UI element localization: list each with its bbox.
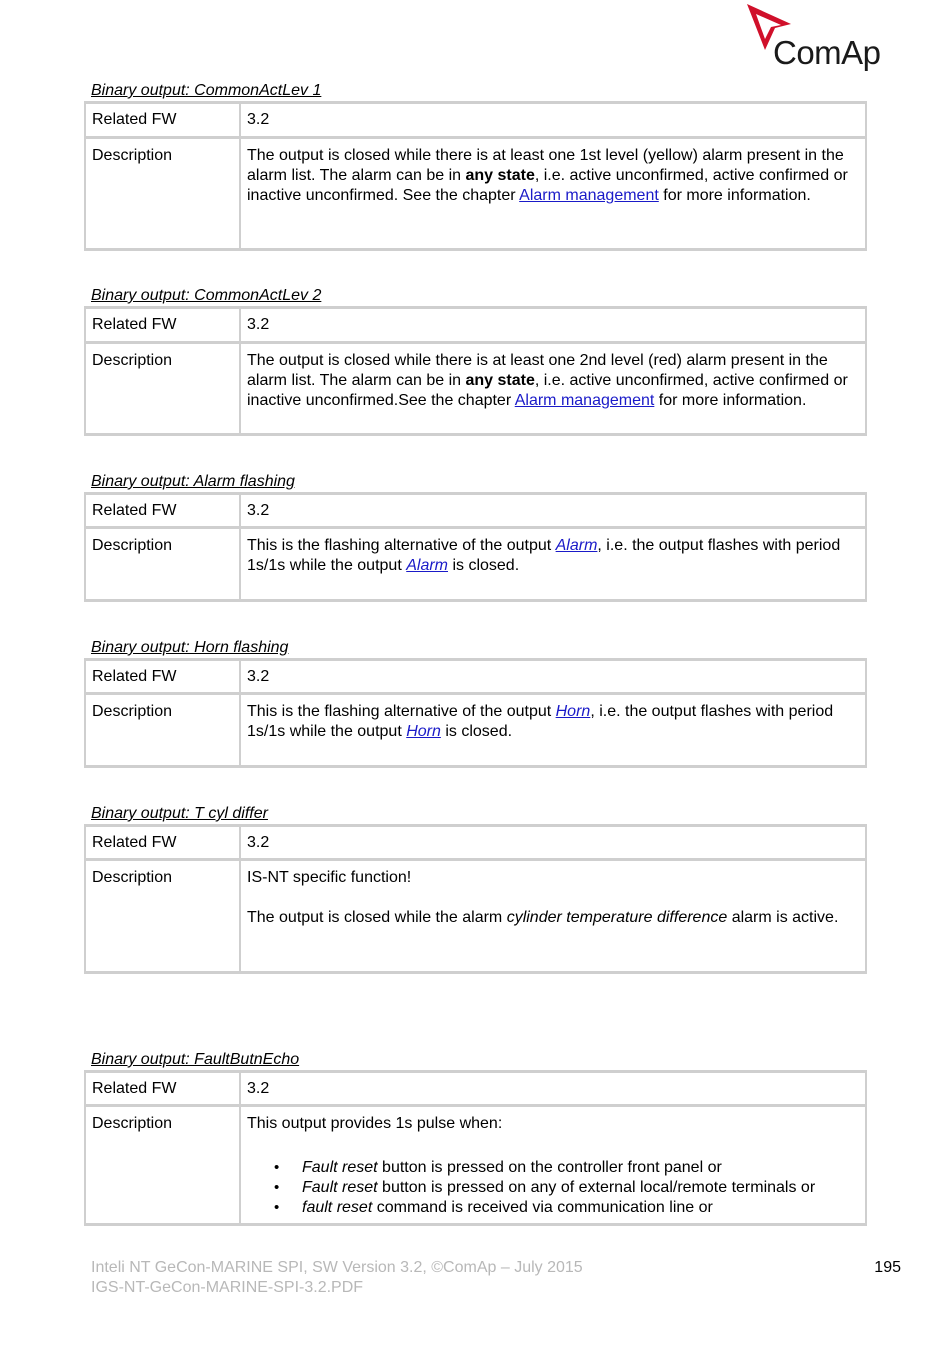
alarm-management-link[interactable]: Alarm management — [514, 392, 655, 409]
description-paragraph: IS-NT specific function! — [247, 869, 412, 886]
page-footer — [91, 1258, 583, 1298]
page-number: 195 — [874, 1259, 901, 1276]
description-label: Description — [84, 859, 241, 972]
section-title: Binary output: Alarm flashing — [91, 473, 295, 490]
section-title: Binary output: FaultButnEcho — [91, 1051, 300, 1068]
horn-output-link[interactable]: Horn — [555, 703, 591, 720]
spec-table — [84, 101, 867, 251]
related-fw-value: 3.2 — [241, 1072, 867, 1105]
description-paragraph: This output provides 1s pulse when: — [247, 1115, 503, 1132]
related-fw-label: Related FW — [84, 494, 241, 527]
description-text: The output is closed while there is at least one 1st level (yellow) alarm present in the alarm list. The alarm can be in any state, i.e. active unconfirmed, active confirmed or inactive unconfirmed. See the chapter Alarm management for more information. — [241, 137, 867, 249]
alarm-output-link[interactable]: Alarm — [406, 557, 448, 574]
related-fw-value: 3.2 — [241, 826, 867, 859]
list-item: • fault reset command is received via communication line or — [302, 1198, 859, 1218]
spec-table — [84, 306, 867, 436]
related-fw-value: 3.2 — [241, 494, 867, 527]
alarm-management-link[interactable]: Alarm management — [519, 187, 659, 204]
related-fw-label: Related FW — [84, 660, 241, 693]
description-label: Description — [84, 527, 241, 600]
comap-logo — [745, 2, 885, 72]
related-fw-value: 3.2 — [241, 308, 867, 342]
description-paragraph: The output is closed while the alarm cylinder temperature difference alarm is active. — [247, 909, 839, 926]
footer-line-doc-title: Inteli NT GeCon-MARINE SPI, SW Version 3.2, ©ComAp – July 2015 — [91, 1259, 583, 1276]
description-label: Description — [84, 342, 241, 434]
related-fw-label: Related FW — [84, 308, 241, 342]
description-text — [241, 859, 867, 972]
comap-logo-text: ComAp — [773, 34, 881, 71]
horn-output-link[interactable]: Horn — [406, 723, 441, 740]
related-fw-label: Related FW — [84, 103, 241, 137]
section-title: Binary output: T cyl differ — [91, 805, 268, 822]
description-text: The output is closed while there is at least one 2nd level (red) alarm present in the alarm list. The alarm can be in any state, i.e. active unconfirmed, active confirmed or inactive unconfirmed.See the chapter Alarm management for more information. — [241, 342, 867, 434]
description-label: Description — [84, 1105, 241, 1224]
section-title: Binary output: CommonActLev 1 — [91, 82, 322, 99]
description-text: This is the flashing alternative of the output Horn, i.e. the output flashes with period 1s/1s while the output Horn is closed. — [241, 693, 867, 766]
spec-table — [84, 824, 867, 974]
spec-table — [84, 492, 867, 602]
related-fw-value: 3.2 — [241, 103, 867, 137]
description-label: Description — [84, 137, 241, 249]
list-item: • Fault reset button is pressed on any of external local/remote terminals or — [302, 1178, 859, 1198]
related-fw-value: 3.2 — [241, 660, 867, 693]
section-title: Binary output: Horn flashing — [91, 639, 289, 656]
spec-table — [84, 1070, 867, 1226]
related-fw-label: Related FW — [84, 826, 241, 859]
description-text: This is the flashing alternative of the output Alarm, i.e. the output flashes with period 1s/1s while the output Alarm is closed. — [241, 527, 867, 600]
list-item: • Fault reset button is pressed on the controller front panel or — [302, 1158, 859, 1178]
description-text — [241, 1105, 867, 1224]
spec-table — [84, 658, 867, 768]
alarm-output-link[interactable]: Alarm — [555, 537, 598, 554]
footer-line-filename: IGS-NT-GeCon-MARINE-SPI-3.2.PDF — [91, 1279, 364, 1296]
related-fw-label: Related FW — [84, 1072, 241, 1105]
section-title: Binary output: CommonActLev 2 — [91, 287, 322, 304]
bullet-list — [247, 1158, 859, 1218]
description-label: Description — [84, 693, 241, 766]
